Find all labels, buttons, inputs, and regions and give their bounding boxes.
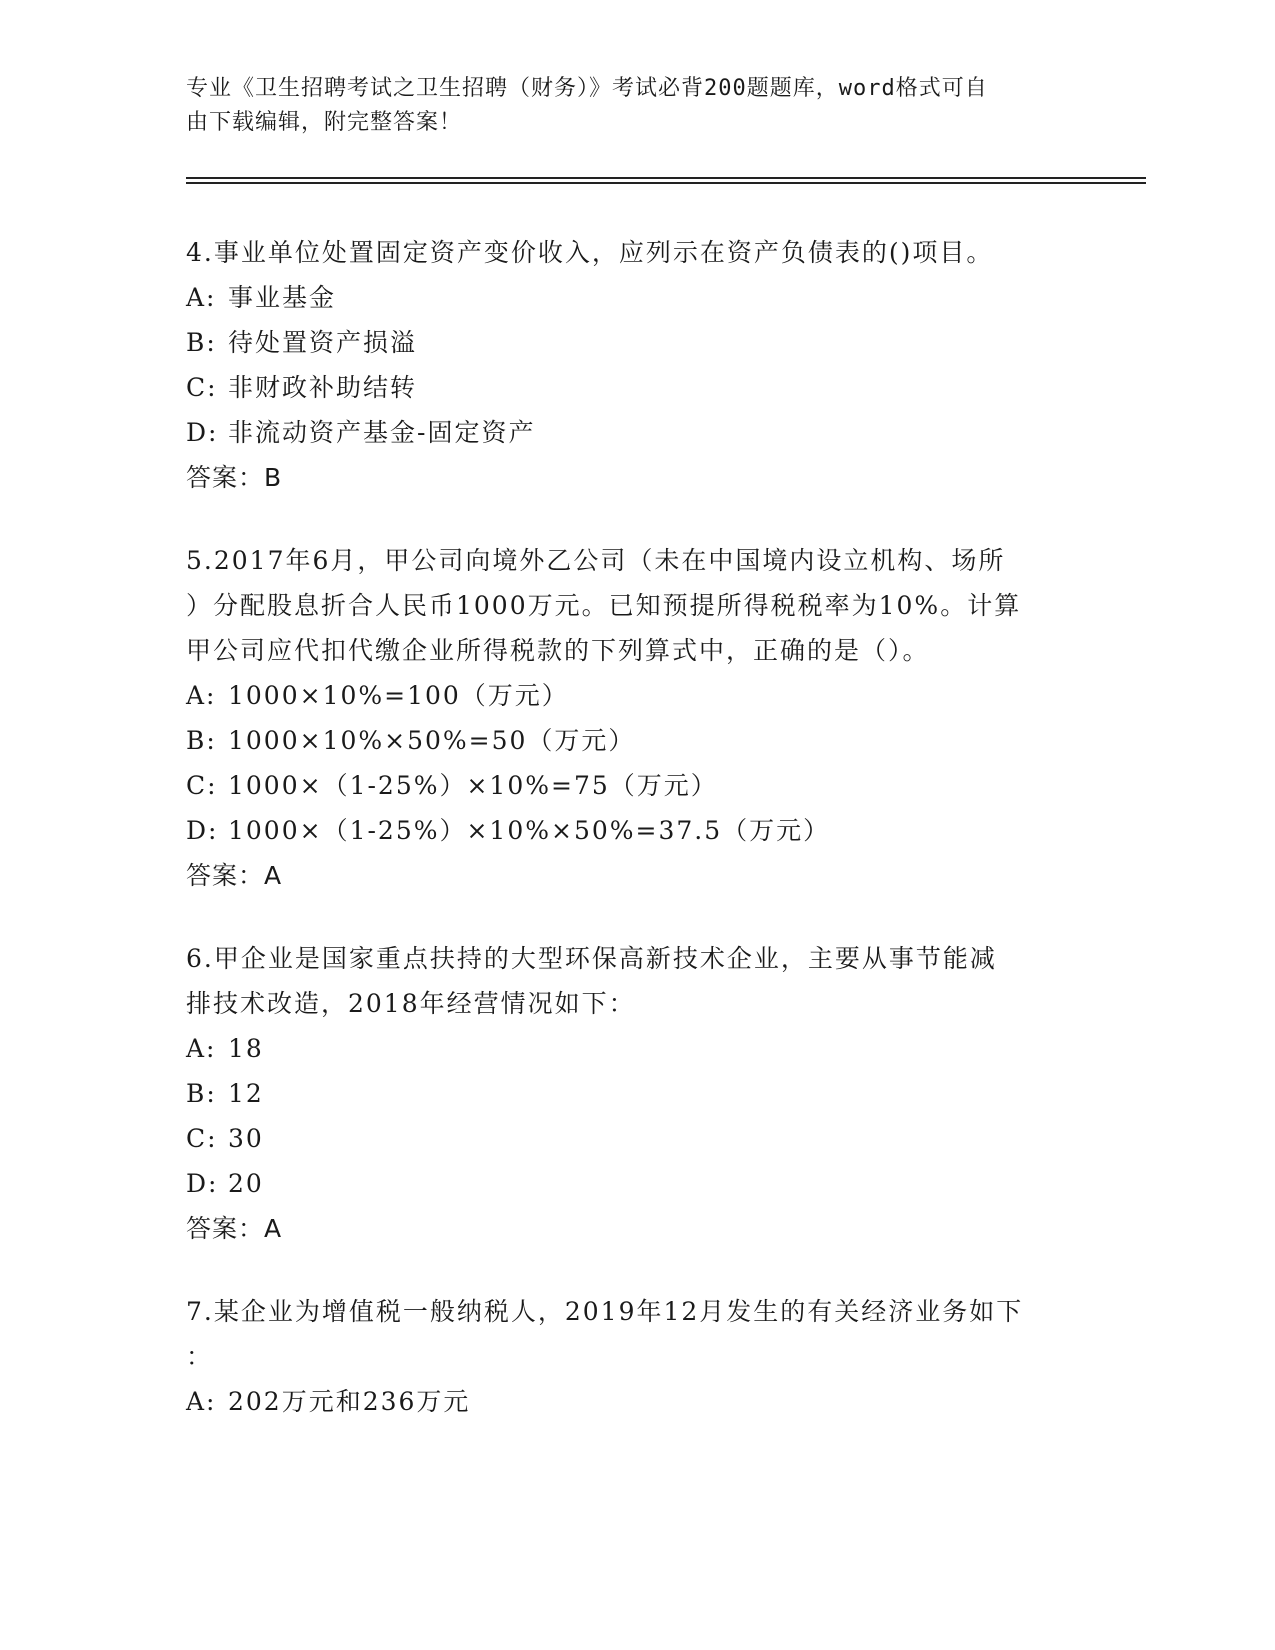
option-b <box>186 718 1086 763</box>
option-d <box>186 1161 1086 1206</box>
option-a <box>186 1026 1086 1071</box>
question-list <box>186 230 1086 1462</box>
option-d <box>186 410 1086 455</box>
answer-label: 答案：A <box>186 861 283 890</box>
option-letter: B: <box>186 1079 217 1108</box>
option-text: 20 <box>228 1169 264 1198</box>
option-text: 30 <box>228 1124 264 1153</box>
option-text: 18 <box>228 1034 264 1063</box>
option-c <box>186 365 1086 410</box>
option-c <box>186 1116 1086 1161</box>
option-b <box>186 1071 1086 1116</box>
question-stem: ： <box>186 1342 214 1371</box>
option-letter: C: <box>186 1124 218 1153</box>
question-4 <box>186 230 1086 500</box>
header-divider-top <box>186 177 1146 179</box>
question-stem: 5.2017年6月，甲公司向境外乙公司（未在中国境内设立机构、场所 <box>186 546 1006 575</box>
header-line-1: 专业《卫生招聘考试之卫生招聘（财务）》考试必背200题题库，word格式可自 <box>186 76 988 101</box>
option-text: 事业基金 <box>228 283 337 312</box>
question-stem: 7.某企业为增值税一般纳税人，2019年12月发生的有关经济业务如下 <box>186 1297 1024 1326</box>
option-text: 非财政补助结转 <box>228 373 418 402</box>
option-a <box>186 275 1086 320</box>
option-text: 1000×（1-25%）×10%=75（万元） <box>228 771 718 800</box>
answer-label: 答案：A <box>186 1214 283 1243</box>
question-7 <box>186 1289 1086 1424</box>
option-letter: A: <box>186 1034 217 1063</box>
question-stem: 4.事业单位处置固定资产变价收入，应列示在资产负债表的()项目。 <box>186 238 994 267</box>
question-5 <box>186 538 1086 898</box>
option-b <box>186 320 1086 365</box>
option-c <box>186 763 1086 808</box>
option-text: 1000×10%=100（万元） <box>228 681 569 710</box>
option-letter: A: <box>186 681 217 710</box>
question-stem: 6.甲企业是国家重点扶持的大型环保高新技术企业，主要从事节能减 <box>186 944 997 973</box>
option-letter: C: <box>186 373 218 402</box>
option-letter: A: <box>186 283 217 312</box>
option-text: 非流动资产基金-固定资产 <box>228 418 536 447</box>
header-divider-bottom <box>186 182 1146 184</box>
question-6 <box>186 936 1086 1251</box>
question-stem: 甲公司应代扣代缴企业所得税款的下列算式中，正确的是（）。 <box>186 636 930 665</box>
option-text: 12 <box>228 1079 264 1108</box>
option-letter: A: <box>186 1387 217 1416</box>
option-letter: B: <box>186 726 217 755</box>
option-letter: B: <box>186 328 217 357</box>
option-text: 202万元和236万元 <box>228 1387 471 1416</box>
option-d <box>186 808 1086 853</box>
option-text: 1000×（1-25%）×10%×50%=37.5（万元） <box>228 816 831 845</box>
option-a <box>186 673 1086 718</box>
header-line-2: 由下载编辑，附完整答案！ <box>186 110 463 135</box>
option-letter: D: <box>186 418 219 447</box>
document-header <box>186 72 1066 140</box>
option-a <box>186 1379 1086 1424</box>
option-letter: D: <box>186 816 219 845</box>
answer-label: 答案：B <box>186 463 283 492</box>
option-text: 1000×10%×50%=50（万元） <box>228 726 636 755</box>
option-letter: C: <box>186 771 218 800</box>
question-stem: 排技术改造，2018年经营情况如下： <box>186 989 636 1018</box>
option-text: 待处置资产损溢 <box>228 328 418 357</box>
question-stem: ）分配股息折合人民币1000万元。已知预提所得税税率为10%。计算 <box>186 591 1022 620</box>
option-letter: D: <box>186 1169 219 1198</box>
